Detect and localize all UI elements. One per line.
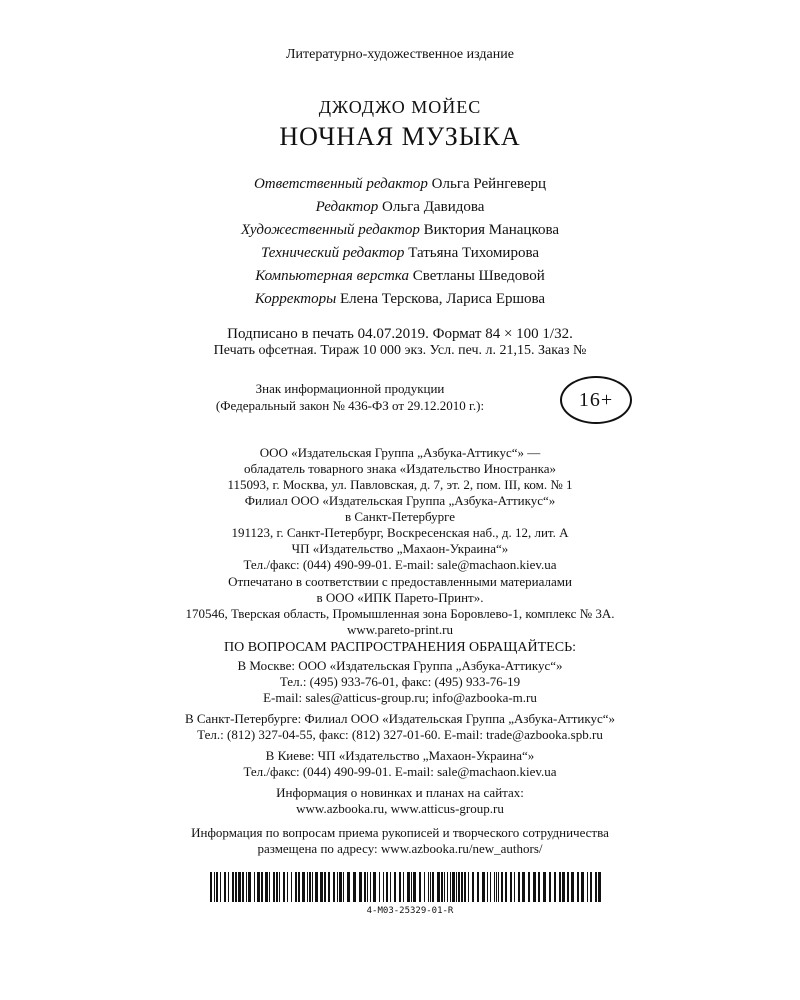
publisher-line: Тел./факс: (044) 490-99-01. E-mail: sale@machaon.kiev.ua bbox=[243, 557, 557, 572]
publisher-line: Филиал ООО «Издательская Группа „Азбука-Аттикус“» bbox=[244, 493, 556, 508]
author-name: ДЖОДЖО МОЙЕС bbox=[318, 97, 482, 117]
age-rating-law: (Федеральный закон № 436-ФЗ от 29.12.2010 г.): bbox=[215, 398, 485, 413]
publisher-line: ООО «Издательская Группа „Азбука-Аттикус“» — bbox=[259, 445, 541, 460]
distribution-line: В Киеве: ЧП «Издательство „Махаон-Украина“» bbox=[265, 748, 535, 763]
barcode-bars bbox=[210, 872, 610, 904]
printer-line: в ООО «ИПК Парето-Принт». bbox=[316, 590, 484, 605]
publisher-line: ЧП «Издательство „Махаон-Украина“» bbox=[291, 541, 509, 556]
credit-name: Елена Терскова, Лариса Ершова bbox=[340, 291, 546, 307]
credit-name: Ольга Рейнгеверц bbox=[431, 176, 547, 192]
printer-line: Отпечатано в соответствии с предоставленными материалами bbox=[228, 574, 572, 589]
credit-name: Виктория Манацкова bbox=[423, 222, 560, 238]
distribution-line: В Москве: ООО «Издательская Группа „Азбука-Аттикус“» bbox=[237, 658, 563, 673]
credit-role: Ответственный редактор bbox=[253, 176, 428, 192]
publisher-line: 115093, г. Москва, ул. Павловская, д. 7, эт. 2, пом. III, ком. № 1 bbox=[227, 477, 573, 492]
print-signed: Подписано в печать 04.07.2019. Формат 84 × 100 1/32. bbox=[227, 326, 573, 342]
credit-name: Светланы Шведовой bbox=[412, 268, 545, 284]
publisher-line: 191123, г. Санкт-Петербург, Воскресенская наб., д. 12, лит. А bbox=[231, 525, 569, 540]
print-run: Печать офсетная. Тираж 10 000 экз. Усл. печ. л. 21,15. Заказ № bbox=[213, 343, 587, 358]
credit-line bbox=[0, 177, 800, 192]
credit-line bbox=[0, 200, 800, 215]
distribution-line: Информация о новинках и планах на сайтах: bbox=[276, 785, 524, 800]
distribution-line: Тел./факс: (044) 490-99-01. E-mail: sale@machaon.kiev.ua bbox=[243, 764, 557, 779]
credit-role: Корректоры bbox=[254, 291, 337, 307]
distribution-line: E-mail: sales@atticus-group.ru; info@azbooka-m.ru bbox=[263, 690, 537, 705]
distribution-line: Тел.: (812) 327-04-55, факс: (812) 327-01-60. E-mail: trade@azbooka.spb.ru bbox=[197, 727, 603, 742]
credit-role: Технический редактор bbox=[261, 245, 405, 261]
distribution-heading: ПО ВОПРОСАМ РАСПРОСТРАНЕНИЯ ОБРАЩАЙТЕСЬ: bbox=[224, 640, 576, 655]
barcode-number: 4-M03-25329-01-R bbox=[366, 906, 454, 916]
publisher-line: обладатель товарного знака «Издательство Иностранка» bbox=[243, 461, 557, 476]
credit-name: Татьяна Тихомирова bbox=[408, 245, 539, 261]
barcode bbox=[210, 872, 610, 932]
age-rating-label: Знак информационной продукции bbox=[255, 381, 445, 396]
credit-line bbox=[0, 292, 800, 307]
credit-name: Ольга Давидова bbox=[382, 199, 485, 215]
printer-line: 170546, Тверская область, Промышленная зона Боровлево-1, комплекс № 3А. bbox=[185, 606, 615, 621]
credit-line bbox=[0, 269, 800, 284]
age-rating-badge: 16+ bbox=[560, 376, 632, 424]
credit-role: Художественный редактор bbox=[240, 222, 420, 238]
credit-line bbox=[0, 223, 800, 238]
distribution-line: Тел.: (495) 933-76-01, факс: (495) 933-76-19 bbox=[279, 674, 521, 689]
book-title: НОЧНАЯ МУЗЫКА bbox=[279, 122, 521, 151]
credit-role: Редактор bbox=[315, 199, 379, 215]
distribution-line: www.azbooka.ru, www.atticus-group.ru bbox=[296, 801, 504, 816]
edition-type: Литературно-художественное издание bbox=[286, 47, 514, 62]
printer-line: www.pareto-print.ru bbox=[346, 622, 453, 637]
publisher-line: в Санкт-Петербурге bbox=[344, 509, 456, 524]
manuscripts-line: Информация по вопросам приема рукописей и творческого сотрудничества bbox=[191, 825, 609, 840]
age-rating-block bbox=[150, 376, 650, 436]
manuscripts-line: размещена по адресу: www.azbooka.ru/new_authors/ bbox=[257, 841, 543, 856]
credit-role: Компьютерная верстка bbox=[255, 268, 409, 284]
distribution-line: В Санкт-Петербурге: Филиал ООО «Издательская Группа „Азбука-Аттикус“» bbox=[184, 711, 616, 726]
credit-line bbox=[0, 246, 800, 261]
